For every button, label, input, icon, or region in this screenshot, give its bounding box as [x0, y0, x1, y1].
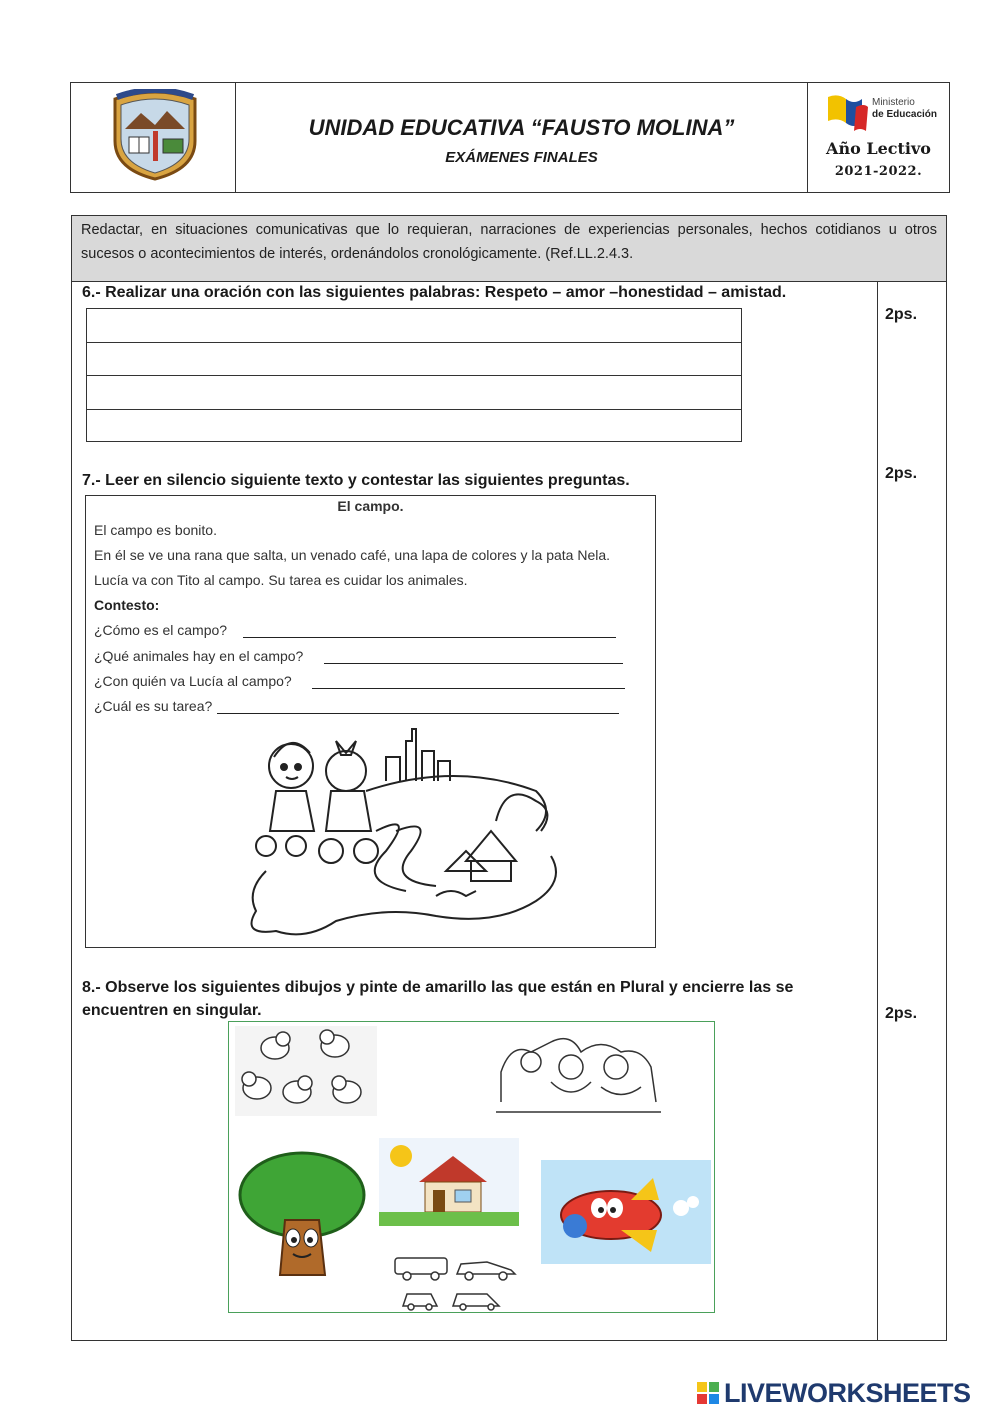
answer-heading: Contesto:	[94, 597, 160, 613]
reading-question-3: ¿Con quién va Lucía al campo?	[94, 673, 292, 689]
cars-group-picture[interactable]	[387, 1250, 527, 1312]
answer-line	[87, 342, 741, 343]
liveworksheets-logo-icon	[697, 1380, 721, 1404]
exam-name: EXÁMENES FINALES	[445, 149, 598, 166]
school-logo-cell	[71, 83, 236, 192]
answer-line	[87, 409, 741, 410]
reading-answer-line-2[interactable]	[324, 663, 623, 664]
reading-answer-line-3[interactable]	[312, 688, 625, 689]
reading-title: El campo.	[337, 498, 404, 514]
school-crest-icon	[107, 89, 203, 181]
airplane-picture[interactable]	[541, 1160, 711, 1264]
reading-line-3: Lucía va con Tito al campo. Su tarea es cuidar los animales.	[94, 572, 468, 588]
reading-question-4: ¿Cuál es su tarea?	[94, 698, 213, 714]
answer-line	[87, 375, 741, 376]
reading-answer-line-4[interactable]	[217, 713, 619, 714]
reading-passage-box	[85, 495, 656, 948]
school-year-value: 2021-2022.	[834, 164, 923, 179]
tree-picture[interactable]	[235, 1150, 369, 1280]
liveworksheets-brand[interactable]: LIVEWORKSHEETS	[724, 1378, 971, 1408]
question-6-answer-box[interactable]	[86, 308, 742, 442]
reading-question-1: ¿Cómo es el campo?	[94, 622, 228, 638]
school-title-cell	[236, 83, 808, 192]
chicks-group-picture[interactable]	[235, 1026, 377, 1116]
question-8-title: 8.- Observe los siguientes dibujos y pinte de amarillo las que están en Plural y encierre las se encuentren en singular.	[82, 979, 794, 1019]
reading-line-1: El campo es bonito.	[94, 522, 217, 538]
question-7-score: 2ps.	[885, 465, 918, 482]
score-column-divider	[877, 282, 878, 1340]
exam-header	[70, 82, 950, 193]
house-picture[interactable]	[379, 1138, 519, 1226]
plural-singular-pictures-box	[228, 1021, 715, 1313]
school-name: UNIDAD EDUCATIVA “FAUSTO MOLINA”	[308, 115, 735, 140]
countryside-kids-illustration	[236, 721, 576, 946]
reading-answer-line-1[interactable]	[243, 637, 616, 638]
question-6-score: 2ps.	[885, 306, 918, 323]
question-8-score: 2ps.	[885, 1005, 918, 1022]
animals-group-picture[interactable]	[491, 1022, 669, 1114]
ministry-name	[872, 97, 937, 121]
exam-body	[71, 215, 947, 1341]
ministry-line-2: de Educación	[872, 109, 938, 120]
ministry-cell	[808, 83, 949, 192]
ministry-line-1: Ministerio	[872, 97, 915, 108]
reading-question-2: ¿Qué animales hay en el campo?	[94, 648, 304, 664]
question-6-title: 6.- Realizar una oración con las siguientes palabras: Respeto – amor –honestidad – amistad.	[82, 284, 787, 301]
school-year-label: Año Lectivo	[826, 139, 931, 158]
learning-objective: Redactar, en situaciones comunicativas que lo requieran, narraciones de experiencias personales, hechos cotidianos u otros sucesos o acontecimientos de interés, ordenándolos cronológicamente. (Ref.LL.2.4.3.	[72, 216, 946, 282]
question-7-title: 7.- Leer en silencio siguiente texto y contestar las siguientes preguntas.	[82, 472, 630, 489]
ecuador-flag-logo-icon	[826, 93, 870, 133]
reading-line-2: En él se ve una rana que salta, un venado café, una lapa de colores y la pata Nela.	[94, 547, 611, 563]
